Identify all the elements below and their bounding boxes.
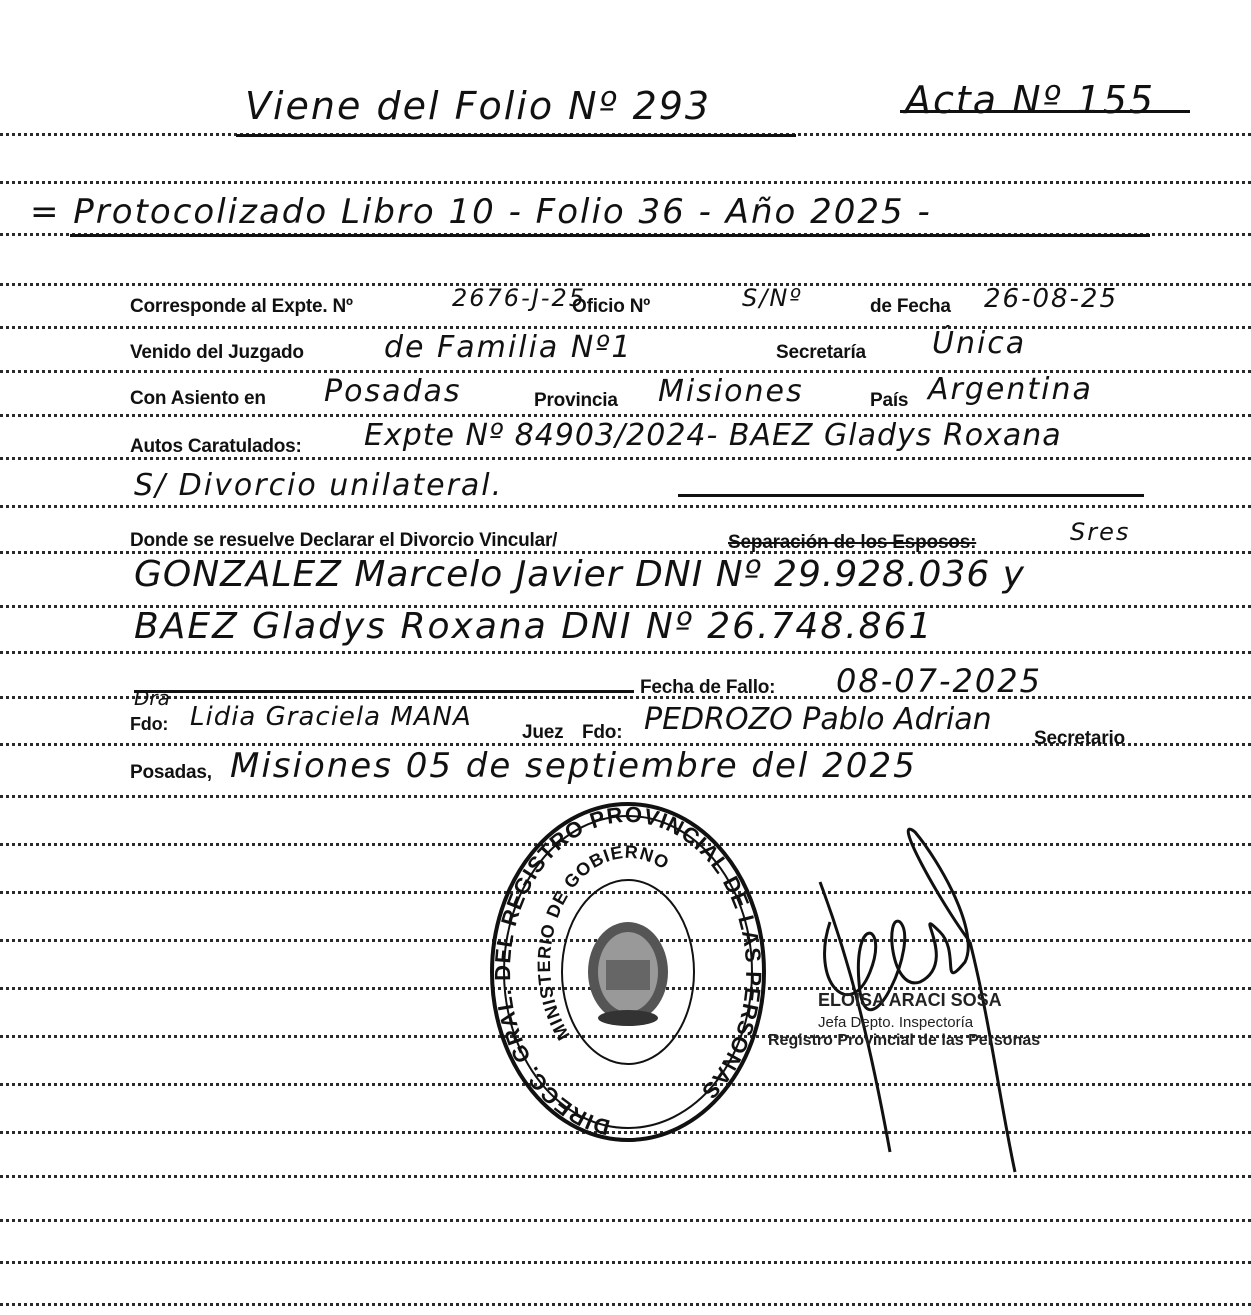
ruled-line [0,1219,1251,1222]
acta-underline [900,110,1190,113]
autos-value-line1: Expte Nº 84903/2024- BAEZ Gladys Roxana [364,418,1062,453]
ruled-line [0,326,1251,329]
seal-inner-text: MINISTERIO DE GOBIERNO [533,841,674,1044]
signer-org: Registro Provincial de las Personas [768,1032,1041,1049]
seal-emblem-icon [588,922,668,1026]
ruled-line [0,651,1251,654]
fdo-label: Fdo: [130,714,169,734]
acta-number: Acta Nº 155 [905,78,1156,122]
protocol-line: = Protocolizado Libro 10 - Folio 36 - Año 2025 - [30,192,932,232]
juzgado-value: de Familia Nº1 [384,330,633,365]
expte-label: Corresponde al Expte. Nº [130,296,353,317]
ruled-line [0,505,1251,508]
ruled-line [0,1261,1251,1264]
secretario-value: PEDROZO Pablo Adrian [644,702,992,737]
fallo-value: 08-07-2025 [836,662,1042,700]
juzgado-label: Venido del Juzgado [130,342,304,363]
fallo-label: Fecha de Fallo: [640,677,776,698]
posadas-value: Misiones 05 de septiembre del 2025 [230,746,917,786]
resuelve-label: Donde se resuelve Declarar el Divorcio Vincular/ [130,530,558,551]
ruled-line [0,1303,1251,1306]
protocol-underline [70,234,1150,237]
signer-title: Jefa Depto. Inspectoría [818,1014,974,1031]
ruled-line [0,1175,1251,1178]
spouse-1: GONZALEZ Marcelo Javier DNI Nº 29.928.036 y [134,554,1025,595]
fecha-label: de Fecha [870,296,951,317]
folio-reference: Viene del Folio Nº 293 [245,84,712,128]
asiento-value: Posadas [324,374,462,409]
folio-underline [236,134,796,137]
secretaria-label: Secretaría [776,342,866,363]
pais-value: Argentina [928,372,1093,407]
provincia-label: Provincia [534,390,618,411]
fecha-value: 26-08-25 [984,284,1119,314]
ruled-line [0,696,1251,699]
oficio-label: Oficio Nº [572,296,650,317]
official-seal [488,800,768,1145]
ruled-line [0,181,1251,184]
spouse-2: BAEZ Gladys Roxana DNI Nº 26.748.861 [134,606,934,647]
expte-value: 2676-J-25 [452,284,587,312]
dra-prefix: Dra [134,686,170,710]
ruled-line [0,795,1251,798]
oficio-value: S/Nº [742,284,803,312]
posadas-label: Posadas, [130,762,212,783]
fallo-fill-line [134,690,634,693]
provincia-value: Misiones [658,374,804,409]
secretaria-value: Única [932,326,1027,361]
pais-label: País [870,390,909,411]
secretario-label: Secretario [1034,728,1125,749]
fdo2-label: Fdo: [582,722,623,743]
ruled-line [0,414,1251,417]
autos-fill-line [678,494,1144,497]
signer-name: ELOISA ARACI SOSA [818,990,1002,1010]
resuelve-value: Sres [1070,518,1131,546]
autos-value-line2: S/ Divorcio unilateral. [134,468,504,503]
resuelve-struck: Separación de los Esposos: [728,532,977,553]
juez-label: Juez [522,722,564,743]
autos-label: Autos Caratulados: [130,436,302,457]
asiento-label: Con Asiento en [130,388,266,409]
juez-value: Lidia Graciela MANA [190,702,472,732]
seal-outer-text: DIRECC. GRAL. DEL REGISTRO PROVINCIAL DE LAS PERSONAS [490,801,767,1141]
